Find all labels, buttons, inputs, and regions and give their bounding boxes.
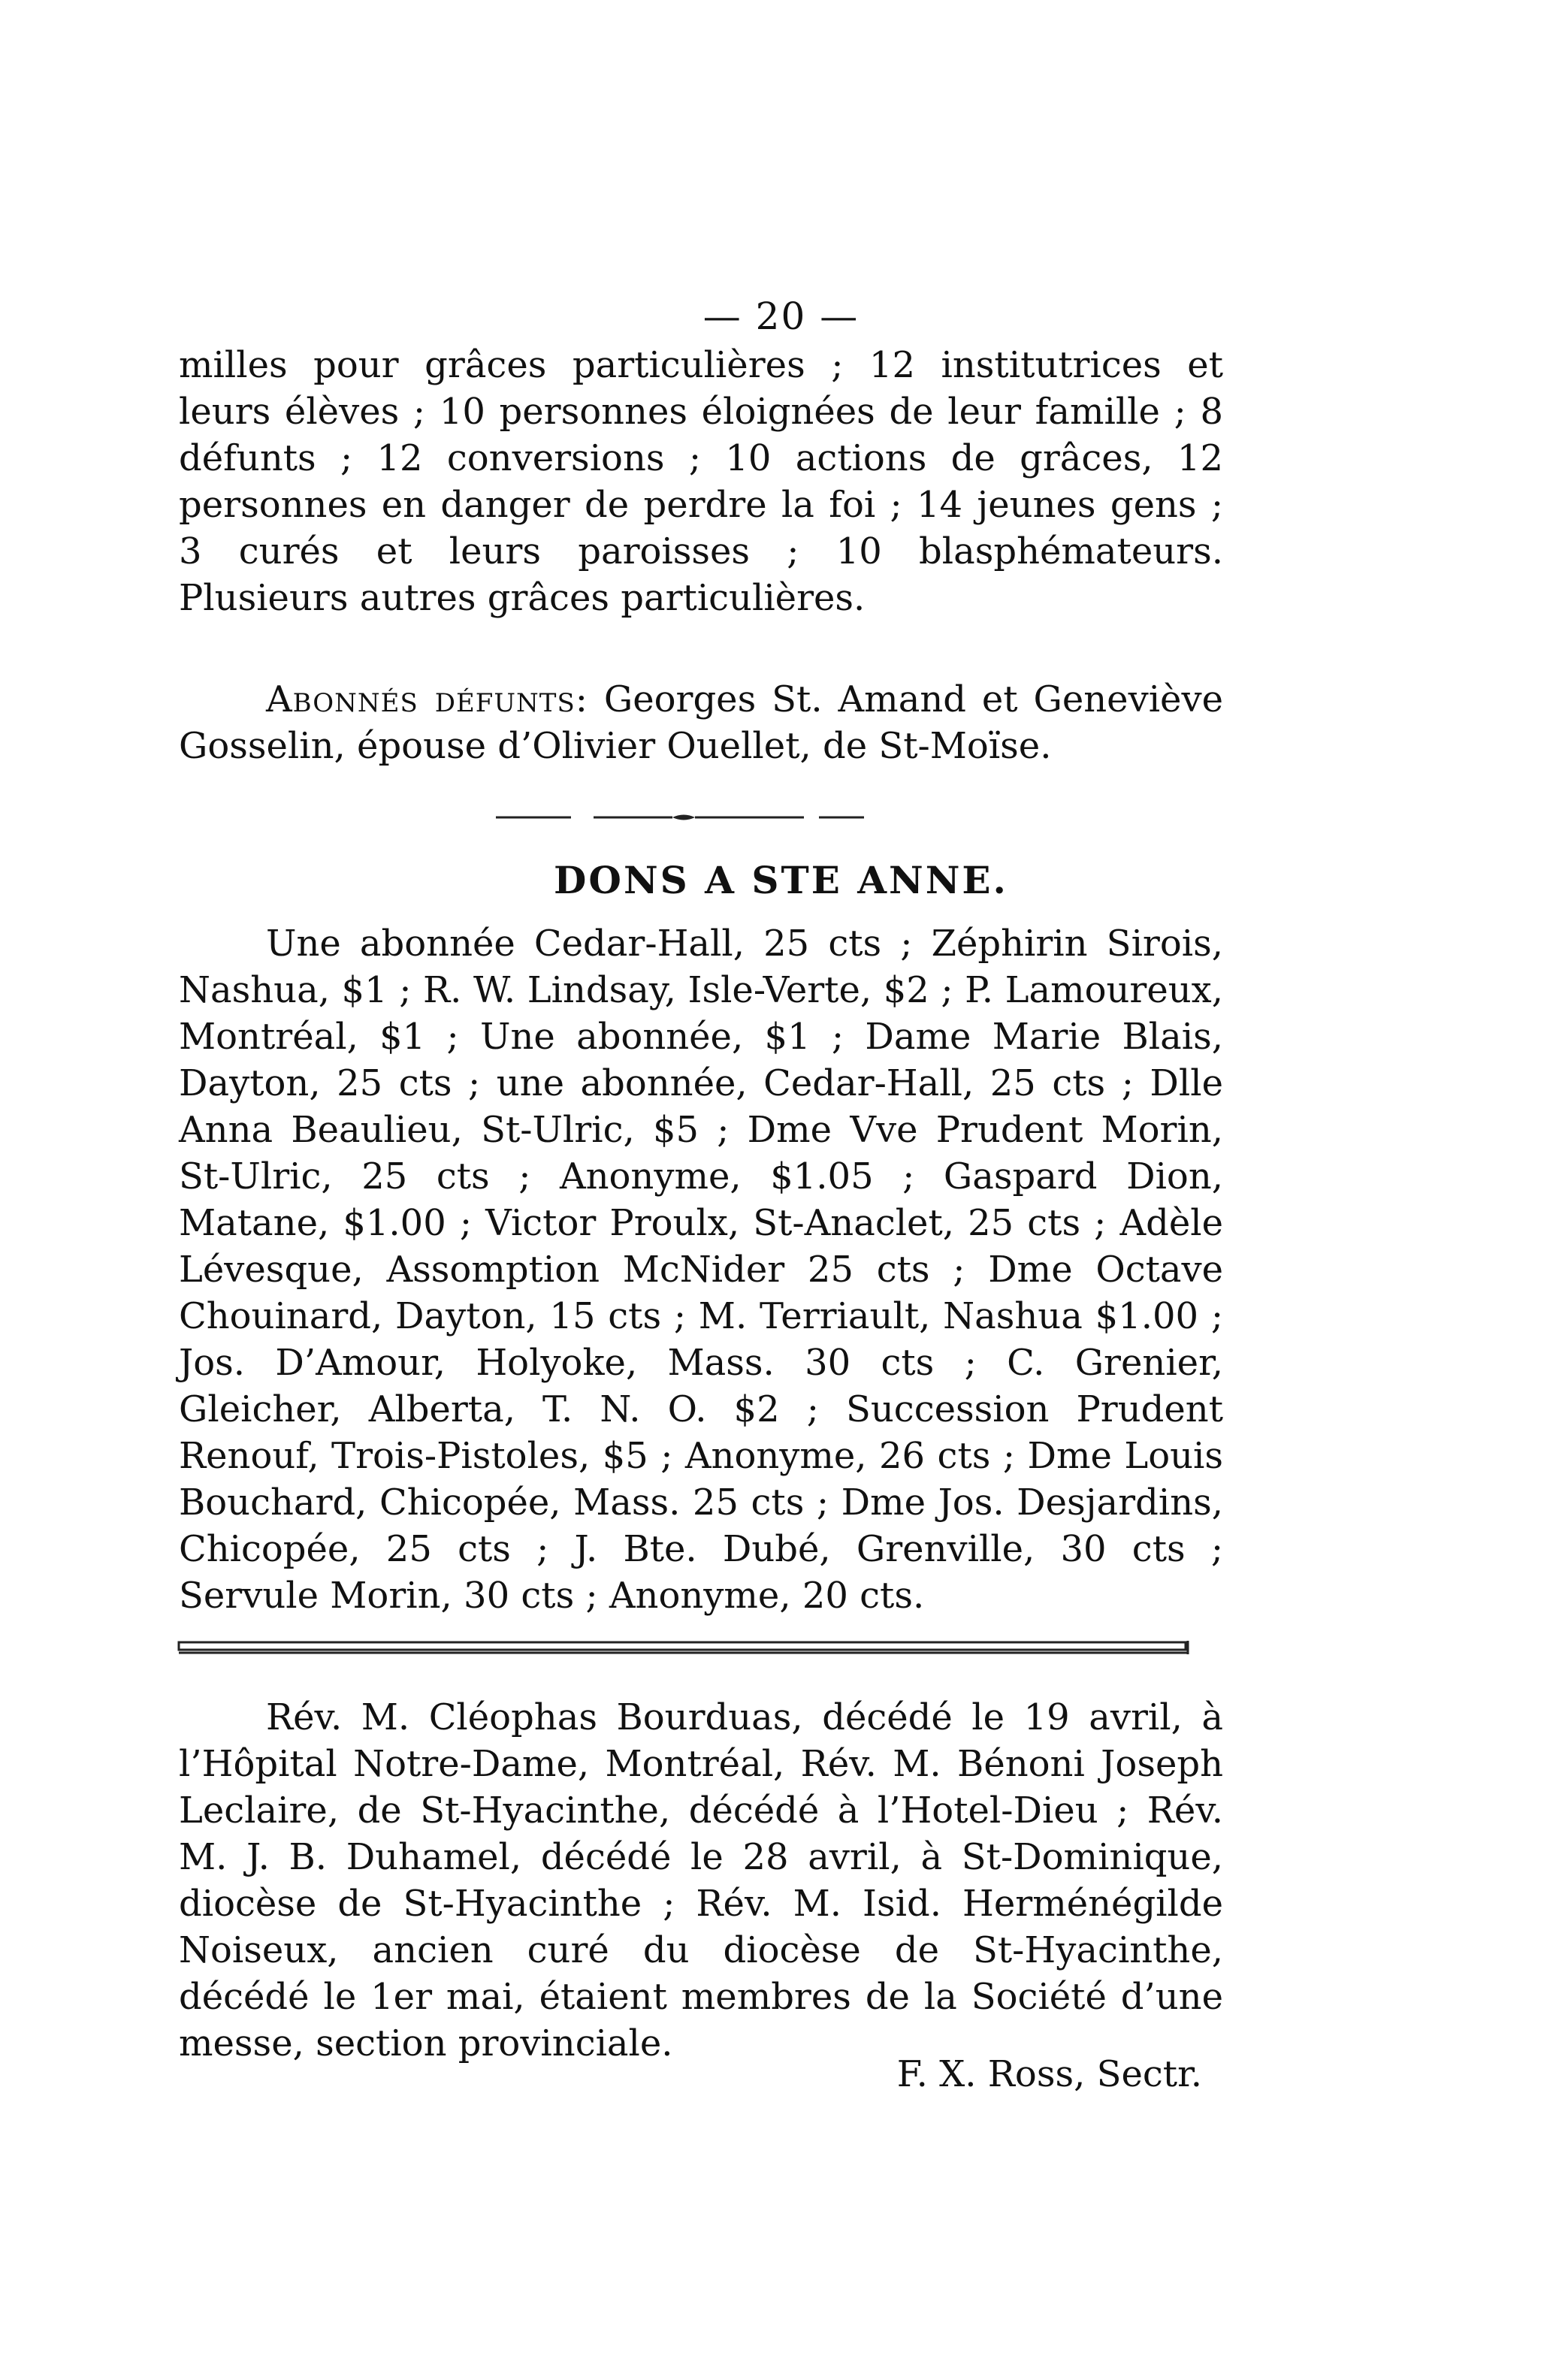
ornament-divider bbox=[488, 810, 879, 825]
horizontal-rule bbox=[177, 1638, 1199, 1657]
section-title: DONS A STE ANNE. bbox=[554, 858, 1008, 902]
signature: F. X. Ross, Sectr. bbox=[896, 2053, 1202, 2095]
paragraph-deceased-subscribers bbox=[179, 676, 1223, 769]
page-number: — 20 — bbox=[702, 294, 860, 338]
paragraph-donations: Une abonnée Cedar-Hall, 25 cts ; Zéphirin Sirois, Nashua, $1 ; R. W. Lindsay, Isle-Verte, $2 ; P. Lamoureux, Montréal, $1 ; Une abonnée, $1 ; Dame Marie Blais, Dayton, 25 cts ; une abonnée, Cedar-Hall, 25 cts ; Dlle Anna Beaulieu, St-Ulric, $5 ; Dme Vve Prudent Morin, St-Ulric, 25 cts ; Anonyme, $1.05 ; Gaspard Dion, Matane, $1.00 ; Victor Proulx, St-Anaclet, 25 cts ; Adèle Lévesque, Assomption McNider 25 cts ; Dme Octave Chouinard, Dayton, 15 cts ; M. Terriault, Nashua $1.00 ; Jos. D’Amour, Holyoke, Mass. 30 cts ; C. Grenier, Gleicher, Alberta, T. N. O. $2 ; Succession Prudent Renouf, Trois-Pistoles, $5 ; Anonyme, 26 cts ; Dme Louis Bouchard, Chicopée, Mass. 25 cts ; Dme Jos. Desjardins, Chicopée, 25 cts ; J. Bte. Dubé, Grenville, 30 cts ; Servule Morin, 30 cts ; Anonyme, 20 cts. bbox=[179, 923, 1223, 1617]
paragraph-intentions: milles pour grâces particulières ; 12 institutrices et leurs élèves ; 10 personnes éloignées de leur famille ; 8 défunts ; 12 conversions ; 10 actions de grâces, 12 personnes en danger de perdre la foi ; 14 jeunes gens ; 3 curés et leurs paroisses ; 10 blasphémateurs. Plusieurs autres grâces particulières. bbox=[179, 344, 1223, 619]
paragraph-obituary: Rév. M. Cléophas Bourduas, décédé le 19 avril, à l’Hôpital Notre-Dame, Montréal, Rév. M. Bénoni Joseph Leclaire, de St-Hyacinthe, décédé à l’Hotel-Dieu ; Rév. M. J. B. Duhamel, décédé le 28 avril, à St-Dominique, diocèse de St-Hyacinthe ; Rév. M. Isid. Herménégilde Noiseux, ancien curé du diocèse de St-Hyacinthe, décédé le 1er mai, étaient membres de la Société d’une messe, section provinciale. bbox=[179, 1696, 1223, 2064]
deceased-subscribers-text: Georges St. Amand et Geneviève Gosselin, épouse d’Olivier Ouellet, de St-Moïse. bbox=[179, 678, 1223, 767]
deceased-subscribers-label: Abonnés défunts: bbox=[266, 678, 588, 720]
